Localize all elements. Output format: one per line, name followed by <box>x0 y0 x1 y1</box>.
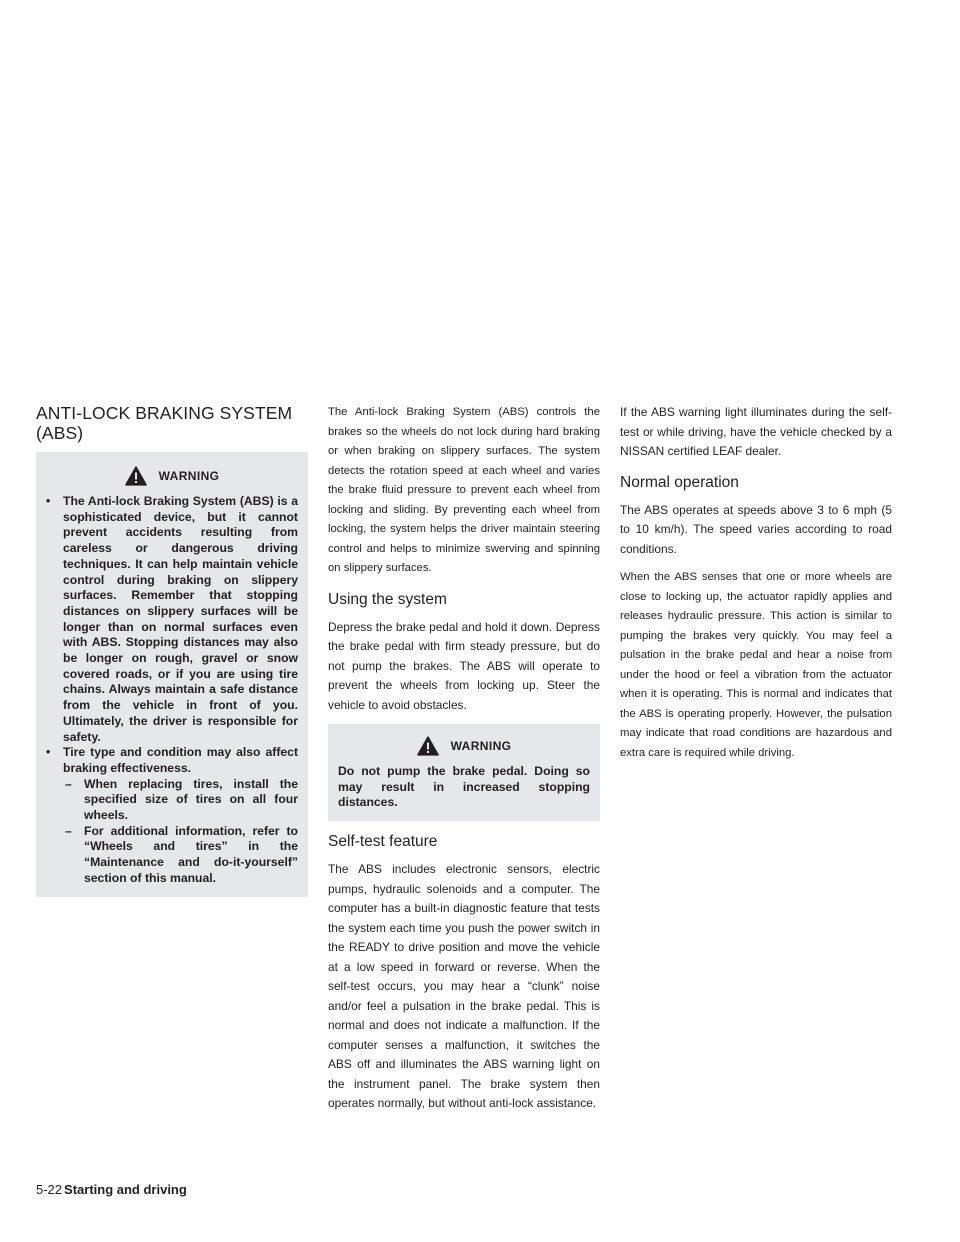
using-paragraph: Depress the brake pedal and hold it down. Depress the brake pedal with firm steady pressure, but do not pump the brakes. The ABS will operate to prevent the wheels from locking up. Steer the vehicle to avoid obstacles. <box>328 619 600 712</box>
warning-item-text: Tire type and condition may also affect braking effectiveness. <box>63 745 298 775</box>
heading-self-test-feature: Self-test feature <box>328 833 438 851</box>
normal-paragraph: The ABS operates at speeds above 3 to 6 mph (5 to 10 km/h). The speed varies according to road conditions. <box>620 502 892 556</box>
warning-subitem <box>63 824 298 887</box>
warning-box-abs <box>36 452 308 897</box>
column-right <box>620 403 892 772</box>
warning-label: WARNING <box>158 469 220 483</box>
column-left <box>36 403 308 897</box>
bullet: • <box>46 745 51 760</box>
warning-triangle-icon <box>417 736 439 756</box>
warning-item-text: The Anti-lock Braking System (ABS) is a sophisticated device, but it cannot prevent accidents resulting from careless or dangerous driving techniques. It can help maintain vehicle control during braking on slippery surfaces. Remember that stopping distances on slippery surfaces will be longer than on normal surfaces even with ABS. Stopping distances may also be longer on rough, gravel or snow covered roads, or if you are using tire chains. Always maintain a safe distance from the vehicle in front of you. Ultimately, the driver is responsible for safety. <box>63 494 298 744</box>
warning-box-pump <box>328 724 600 821</box>
section-title-line2: (ABS) <box>36 423 84 443</box>
heading-normal-operation: Normal operation <box>620 473 739 491</box>
selftest-paragraph: The ABS includes electronic sensors, electric pumps, hydraulic solenoids and a computer. The computer has a built-in diagnostic feature that tests the system each time you push the power switch in the READY to drive position and move the vehicle at a low speed in forward or reverse. When the self-test occurs, you may hear a “clunk” noise and/or feel a pulsation in the brake pedal. This is normal and does not indicate a malfunction. If the computer senses a malfunction, it switches the ABS off and illuminates the ABS warning light on the instrument panel. The brake system then operates normally, but without anti-lock assistance. <box>328 862 600 1111</box>
warning-header <box>338 736 590 756</box>
bullet: • <box>46 494 51 508</box>
warning-subitem <box>63 777 298 824</box>
warning-subitem-text: For additional information, refer to “Wheels and tires” in the “Maintenance and do-it-yourself” section of this manual. <box>84 823 298 885</box>
warning-subitem-text: When replacing tires, install the specified size of tires on all four wheels. <box>84 776 298 823</box>
dash: – <box>65 776 72 791</box>
page-footer <box>36 1182 187 1198</box>
warning-text: Do not pump the brake pedal. Doing so may result in increased stopping distances. <box>338 764 590 810</box>
selftest-paragraph-2: If the ABS warning light illuminates during the self-test or while driving, have the vehicle checked by a NISSAN certified LEAF dealer. <box>620 405 892 458</box>
warning-triangle-icon <box>125 466 147 486</box>
page-number: 5-22 <box>36 1182 63 1197</box>
warning-sublist <box>63 777 298 887</box>
warning-header <box>46 466 298 486</box>
section-title <box>36 403 308 443</box>
warning-item <box>46 745 298 886</box>
intro-paragraph: The Anti-lock Braking System (ABS) controls the brakes so the wheels do not lock during hard braking or when braking on slippery surfaces. The system detects the rotation speed at each wheel and varies the brake fluid pressure to prevent each wheel from locking and sliding. By preventing each wheel from locking, the system helps the driver maintain steering control and helps to minimize swerving and spinning on slippery surfaces. <box>328 406 600 574</box>
warning-label: WARNING <box>450 739 512 753</box>
section-title-line1: ANTI-LOCK BRAKING SYSTEM <box>36 403 293 423</box>
heading-using-the-system: Using the system <box>328 590 447 608</box>
chapter-title: Starting and driving <box>64 1182 187 1197</box>
column-middle <box>328 403 600 1123</box>
warning-list <box>46 494 298 887</box>
normal-paragraph-2: When the ABS senses that one or more wheels are close to locking up, the actuator rapidly applies and releases hydraulic pressure. This action is similar to pumping the brakes very quickly. You may feel a pulsation in the brake pedal and hear a noise from under the hood or feel a vibration from the actuator when it is operating. This is normal and indicates that the ABS is operating properly. However, the pulsation may indicate that road conditions are hazardous and extra care is required while driving. <box>620 571 892 759</box>
dash: – <box>65 823 72 838</box>
warning-item <box>46 494 298 745</box>
